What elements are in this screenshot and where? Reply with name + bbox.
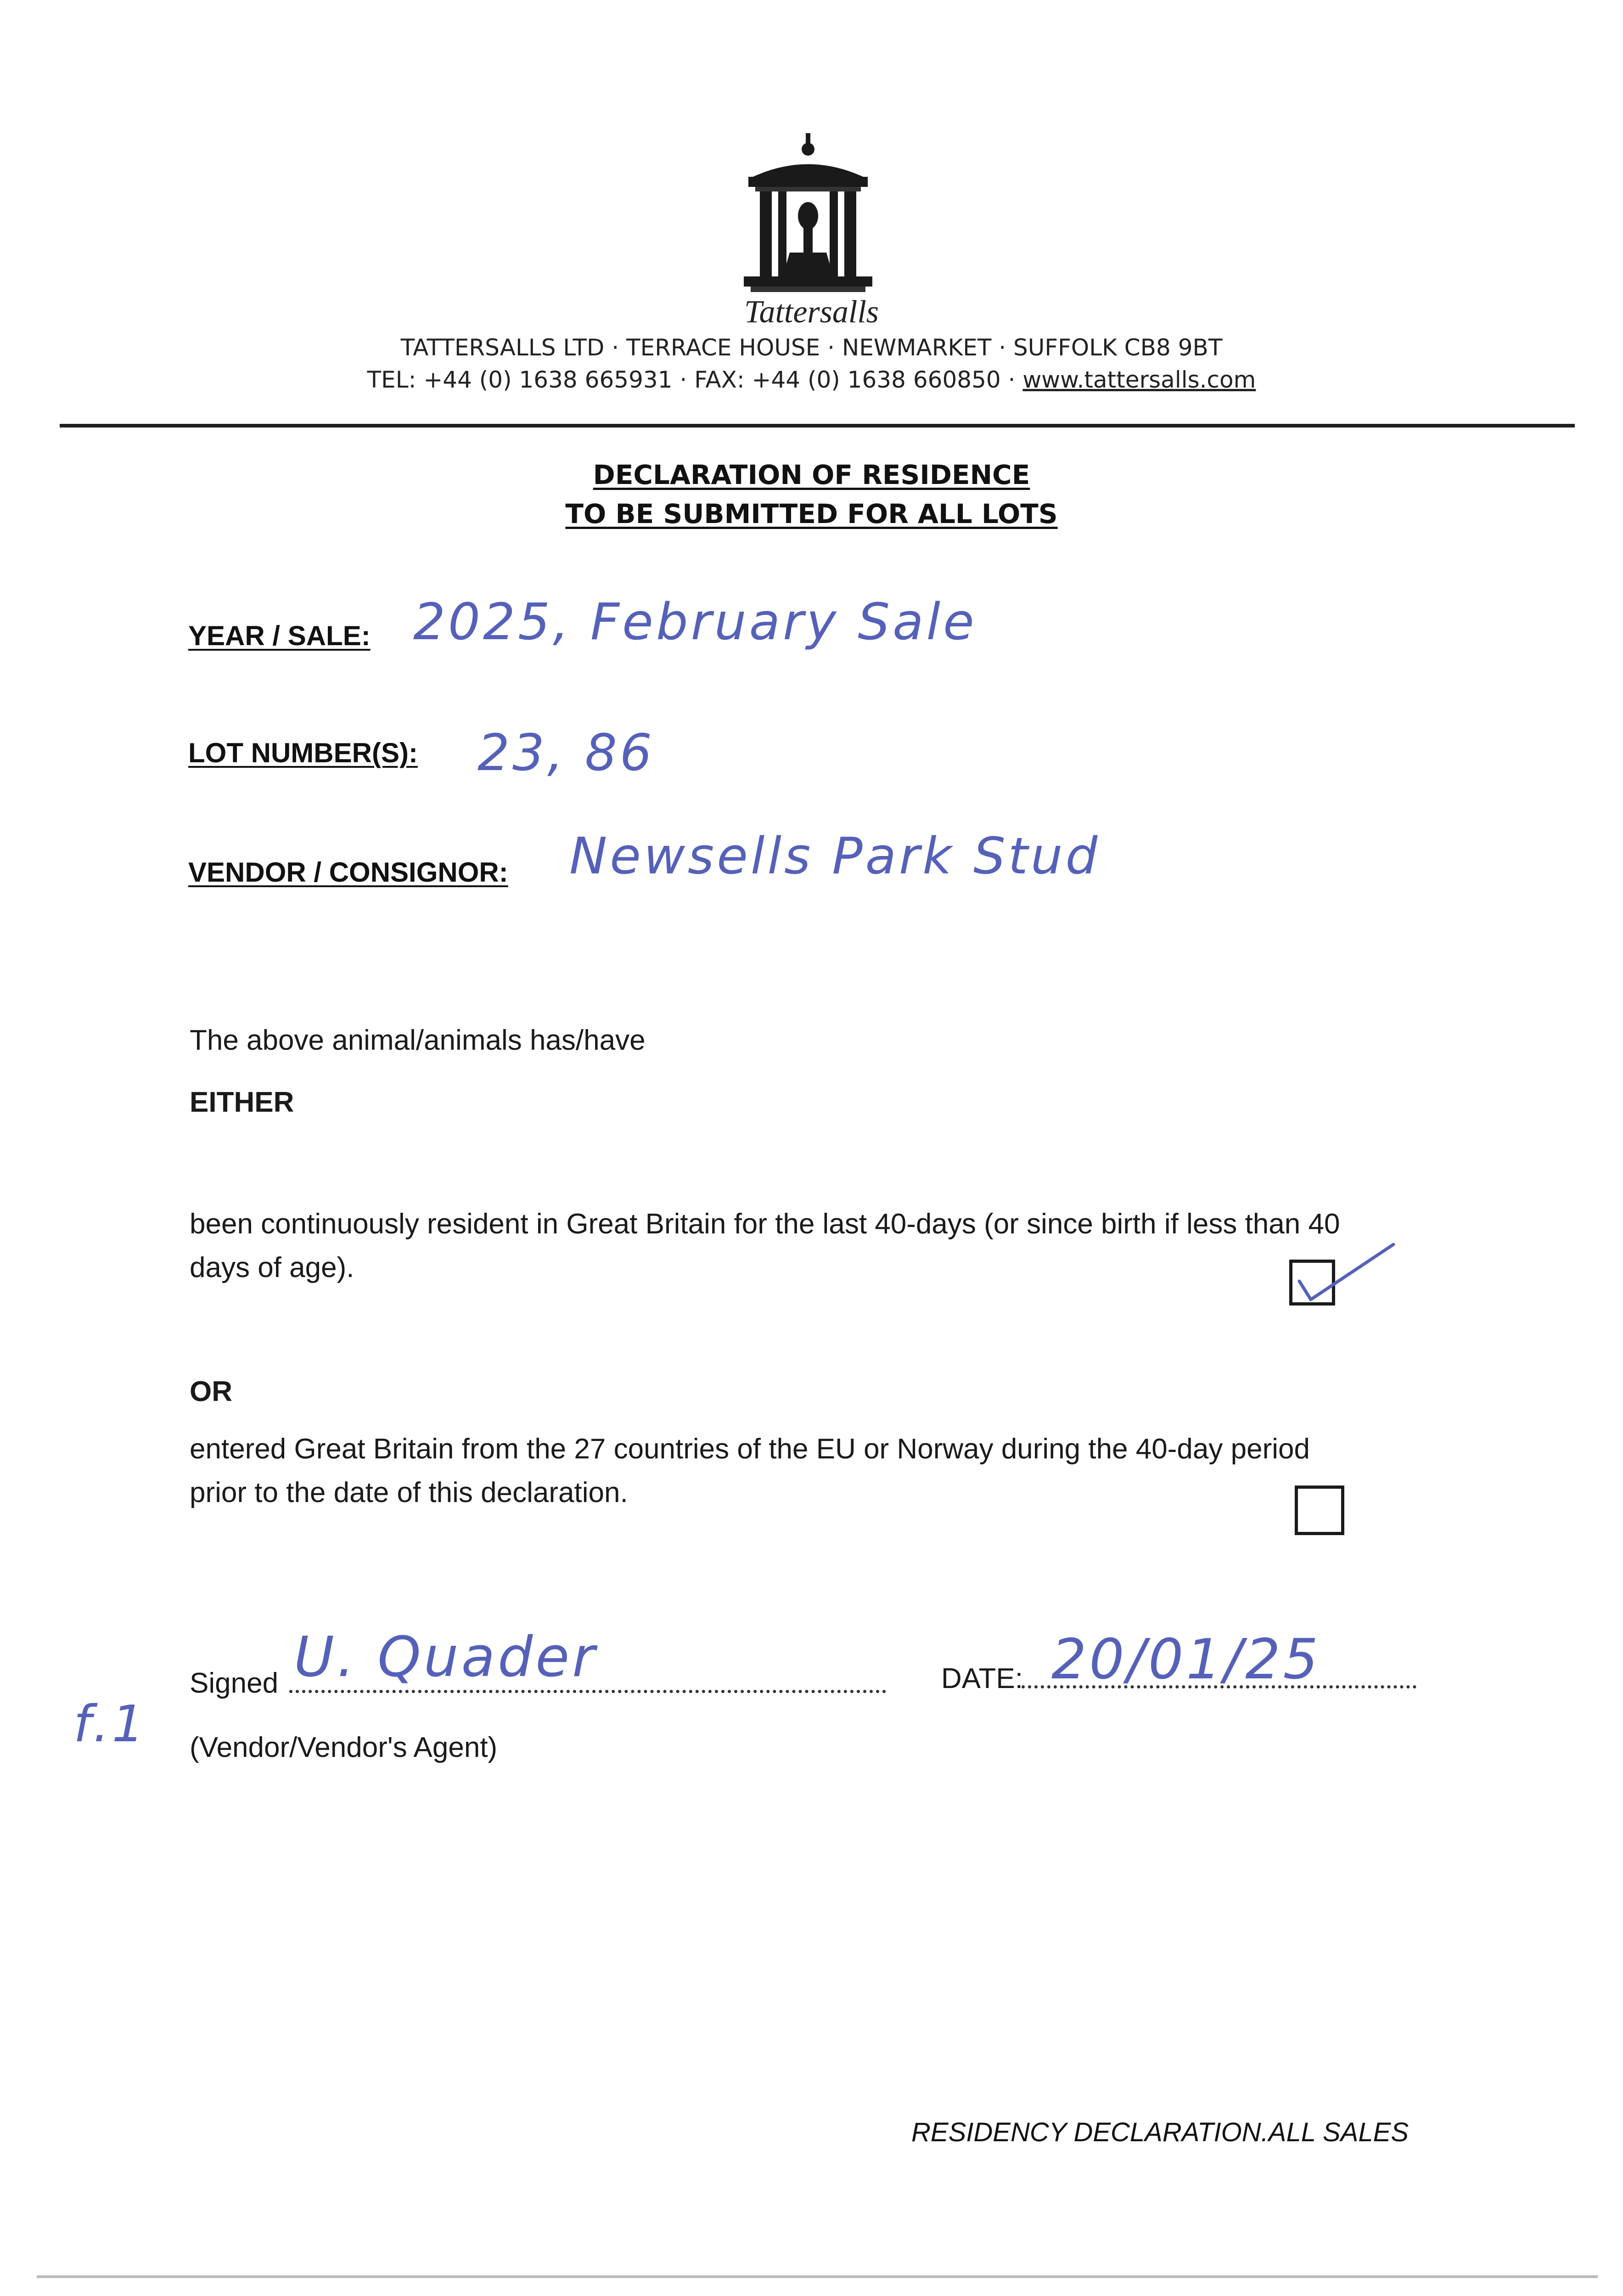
tattersalls-logo <box>735 133 882 294</box>
margin-note: f.1 <box>73 1694 147 1753</box>
signature-line <box>289 1690 886 1693</box>
website-link[interactable]: www.tattersalls.com <box>1022 366 1256 393</box>
header-divider <box>60 424 1575 428</box>
company-address: TATTERSALLS LTD · TERRACE HOUSE · NEWMARKET · SUFFOLK CB8 9BT <box>400 334 1223 361</box>
option2-text-line2: prior to the date of this declaration. <box>190 1477 628 1508</box>
document-subtitle: TO BE SUBMITTED FOR ALL LOTS <box>565 498 1058 529</box>
document-title: DECLARATION OF RESIDENCE <box>593 459 1030 490</box>
statement-intro: The above animal/animals has/have <box>190 1024 646 1056</box>
signature-value[interactable]: U. Quader <box>294 1626 598 1689</box>
either-heading: EITHER <box>190 1086 294 1118</box>
option1-text-line2: days of age). <box>190 1252 354 1283</box>
lot-numbers-value[interactable]: 23, 86 <box>477 723 655 782</box>
date-value[interactable]: 20/01/25 <box>1051 1628 1321 1692</box>
option1-text-line1: been continuously resident in Great Britain for the last 40-days (or since birth if less than 40 <box>190 1208 1340 1240</box>
page-edge-line <box>37 2275 1598 2278</box>
footer-reference: RESIDENCY DECLARATION.ALL SALES <box>911 2117 1409 2147</box>
vendor-consignor-label: VENDOR / CONSIGNOR: <box>188 857 508 888</box>
option2-text-line1: entered Great Britain from the 27 countries of the EU or Norway during the 40-day period <box>190 1433 1310 1465</box>
option2-checkbox[interactable] <box>1295 1486 1344 1535</box>
company-brand: Tattersalls <box>744 294 879 330</box>
company-contact <box>0 366 1623 393</box>
or-heading: OR <box>190 1376 232 1407</box>
check-mark-icon <box>1286 1240 1405 1313</box>
year-sale-value[interactable]: 2025, February Sale <box>413 592 977 651</box>
year-sale-label: YEAR / SALE: <box>188 620 371 651</box>
vendor-consignor-value[interactable]: Newsells Park Stud <box>569 827 1101 885</box>
date-label: DATE: <box>941 1663 1023 1694</box>
signed-label: Signed <box>190 1667 279 1699</box>
signatory-role: (Vendor/Vendor's Agent) <box>190 1732 498 1763</box>
lot-numbers-label: LOT NUMBER(S): <box>188 737 418 768</box>
contact-numbers: TEL: +44 (0) 1638 665931 · FAX: +44 (0) 1638 660850 · <box>367 366 1023 393</box>
